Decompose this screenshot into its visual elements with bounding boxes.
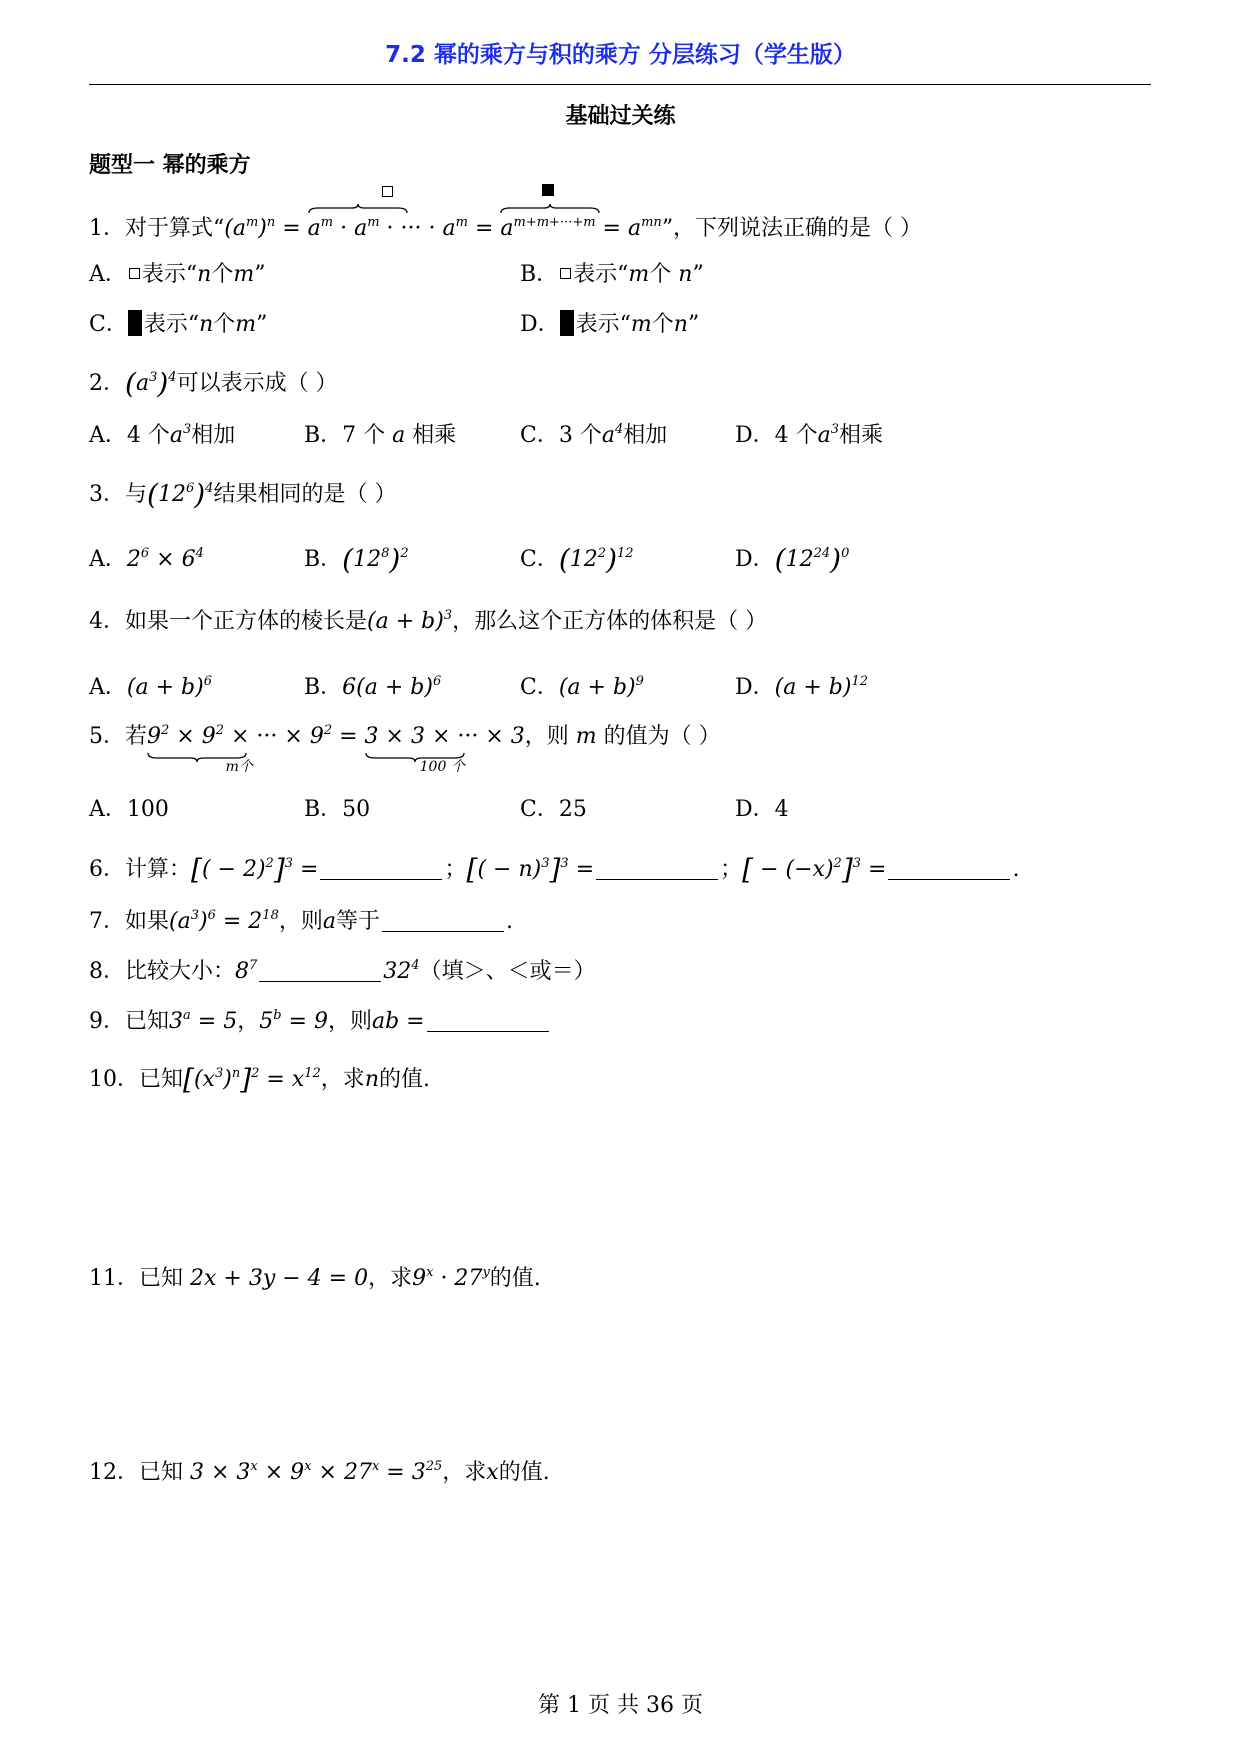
question-3: 3．与$(12^6)^4$结果相同的是（ ） bbox=[89, 478, 397, 511]
overbrace-group-2: $a^{m+m+\cdot\cdot\cdot+m}$ bbox=[500, 212, 595, 246]
answer-blank[interactable] bbox=[320, 857, 442, 880]
q1-option-b: B． 表示“m个 n” bbox=[520, 262, 704, 287]
question-4: 4．如果一个正方体的棱长是$(a + b)^3$，那么这个正方体的体积是（ ） bbox=[89, 608, 768, 634]
q4-option-d: D．$(a + b)^{12}$ bbox=[735, 674, 868, 700]
question-7: 7．如果$(a^3)^6 = 2^{18}$，则a等于 . bbox=[89, 908, 513, 934]
underbrace-group-2: 3 × 3 × ··· × 3 100 个 bbox=[364, 724, 525, 775]
answer-blank[interactable] bbox=[596, 857, 718, 880]
overbrace-group-1: $a^m \cdot a^m$ · ··· · $a^m$ bbox=[308, 212, 468, 246]
question-8: 8．比较大小：$8^7$ $32^4$（填＞、＜或＝） bbox=[89, 958, 596, 984]
answer-blank[interactable] bbox=[382, 909, 504, 932]
q5-option-d: D．4 bbox=[735, 797, 789, 822]
underbrace-group-1: $9^2 \times 9^2$ × ··· × $9^2$ m个 bbox=[147, 723, 333, 775]
q3-option-d: D．$(12^{24})^0$ bbox=[735, 543, 850, 576]
header-divider bbox=[89, 84, 1151, 85]
q1-option-a: A． 表示“n个m” bbox=[89, 262, 266, 287]
filled-square-icon bbox=[560, 310, 574, 336]
filled-square-icon bbox=[542, 184, 554, 196]
q1-option-d: D． 表示“m个n” bbox=[520, 312, 700, 337]
answer-blank[interactable] bbox=[259, 959, 381, 982]
answer-blank[interactable] bbox=[888, 857, 1010, 880]
small-square-icon bbox=[382, 186, 393, 197]
q3-option-b: B．$(12^8)^2$ bbox=[304, 543, 409, 576]
q4-option-b: B．$6(a + b)^6$ bbox=[304, 674, 442, 700]
question-2: 2．$(a^3)^4$可以表示成（ ） bbox=[89, 367, 338, 400]
question-10: 10．已知$[(x^3)^n]^2 = x^{12}$，求n的值. bbox=[89, 1063, 430, 1096]
q2-option-a: A．4 个$a^3$相加 bbox=[89, 422, 236, 448]
q1-option-c: C． 表示“n个m” bbox=[89, 312, 268, 337]
question-9: 9．已知$3^a = 5$，$5^b = 9$，则ab = bbox=[89, 1005, 551, 1039]
q5-option-c: C．25 bbox=[520, 797, 587, 822]
q5-option-b: B．50 bbox=[304, 797, 371, 822]
section-title: 基础过关练 bbox=[565, 104, 676, 129]
q4-option-a: A．$(a + b)^6$ bbox=[89, 674, 212, 700]
question-6: 6．计算：[( − 2)$^2$]$^3$ = ；[( − n)$^3$]$^3$ = ；[ − $(-x)^2]^3$ = . bbox=[89, 853, 1020, 886]
filled-square-icon bbox=[128, 310, 142, 336]
document-title: 7.2 幂的乘方与积的乘方 分层练习（学生版） bbox=[385, 42, 856, 68]
q3-option-c: C．$(12^2)^{12}$ bbox=[520, 543, 634, 576]
question-5: 5．若$9^2 \times 9^2$ × ··· × $9^2$ m个 = 3 × 3 × ··· × 3 100 个 ，则 m 的值为（ ） bbox=[89, 720, 721, 754]
page-footer: 第 1 页 共 36 页 bbox=[538, 1693, 703, 1718]
question-11: 11．已知 2x + 3y − 4 = 0，求$9^x \cdot 27^y$的值. bbox=[89, 1265, 541, 1291]
q2-option-d: D．4 个$a^3$相乘 bbox=[735, 422, 884, 448]
q5-option-a: A．100 bbox=[89, 797, 169, 822]
q4-option-c: C．$(a + b)^9$ bbox=[520, 674, 644, 700]
small-square-icon bbox=[560, 268, 571, 279]
question-1: 1．对于算式“$(a^m)^n$ = $a^m \cdot a^m$ · ··· · $a^m$ = $a^{m+m+\cdot\cdot\cdot+m} = a^{mn}$”，下列说法正确的是（ ） bbox=[89, 212, 922, 246]
q3-option-a: A．$2^6 \times 6^4$ bbox=[89, 546, 204, 572]
question-type-title: 题型一 幂的乘方 bbox=[89, 153, 251, 178]
q2-option-b: B．7 个 a 相乘 bbox=[304, 423, 457, 448]
question-12: 12．已知 $3 \times 3^x \times 9^x \times 27^x = 3^{25}$，求x的值. bbox=[89, 1459, 550, 1485]
q2-option-c: C．3 个$a^4$相加 bbox=[520, 422, 668, 448]
answer-blank[interactable] bbox=[427, 1009, 549, 1032]
small-square-icon bbox=[129, 268, 140, 279]
